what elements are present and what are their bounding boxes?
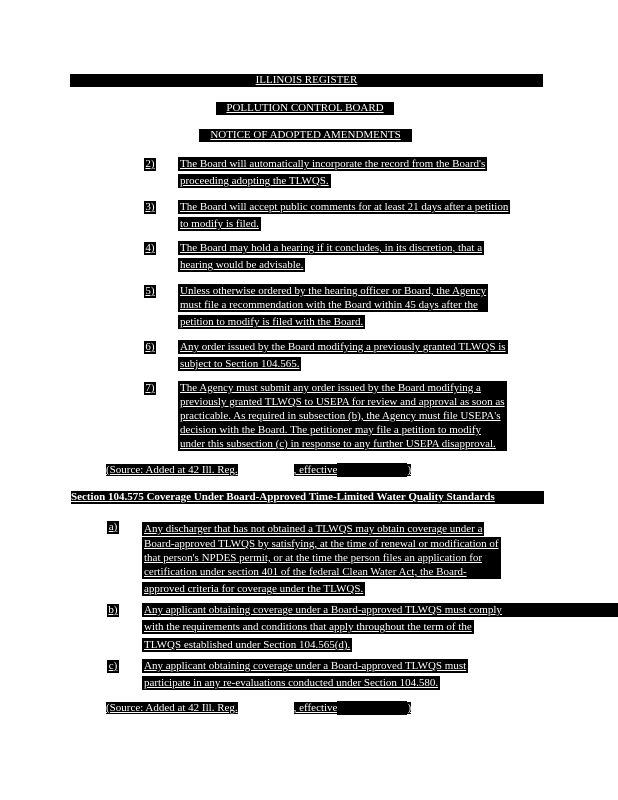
register-heading: ILLINOIS REGISTER [70, 74, 543, 87]
paragraph-line: petition to modify is filed with the Board. [180, 316, 364, 328]
paragraph-line: to modify is filed. [180, 218, 259, 230]
item-number: a) [108, 521, 118, 533]
list-item [178, 381, 507, 451]
paragraph-line: must file a recommendation with the Board within 45 days after the [178, 298, 488, 312]
source-middle: , effective [293, 702, 338, 714]
paragraph-line: The Board may hold a hearing if it concludes, in its discretion, that a [180, 242, 483, 254]
paragraph-line: Board-approved TLWQS by satisfying, at the time of renewal or modification of [144, 538, 499, 550]
item-number: 4) [145, 242, 155, 254]
paragraph-line: participate in any re-evaluations conducted under Section 104.580. [144, 677, 439, 689]
source-note [106, 701, 411, 715]
list-item [178, 241, 484, 273]
list-item [142, 659, 468, 691]
item-number: b) [108, 604, 118, 616]
item-number: 6) [145, 341, 155, 353]
list-item [178, 340, 508, 372]
paragraph-line: Any applicant obtaining coverage under a Board-approved TLWQS must comply [142, 603, 618, 617]
paragraph-line: decision with the Board. The petitioner may file a petition to modify [178, 423, 507, 437]
section-title: Section 104.575 Coverage Under Board-Approved Time-Limited Water Quality Standards [71, 491, 544, 504]
list-item [142, 603, 618, 653]
source-prefix: (Source: Added at 42 Ill. Reg. [106, 702, 238, 714]
paragraph-line: Unless otherwise ordered by the hearing officer or Board, the Agency [180, 285, 487, 297]
paragraph-line: Any order issued by the Board modifying a previously granted TLWQS is [180, 341, 506, 353]
notice-heading: NOTICE OF ADOPTED AMENDMENTS [199, 129, 412, 142]
paragraph-line: under this subsection (c) in response to any further USEPA disapproval. [178, 437, 507, 451]
paragraph-line: Any applicant obtaining coverage under a Board-approved TLWQS must [144, 660, 467, 672]
paragraph-line: that person's NPDES permit, or at the time the person files an application for [142, 551, 501, 565]
paragraph-line: The Board will automatically incorporate the record from the Board's [180, 158, 486, 170]
paragraph-line: previously granted TLWQS to USEPA for review and approval as soon as [180, 396, 505, 408]
board-heading: POLLUTION CONTROL BOARD [216, 102, 394, 115]
source-middle: , effective [293, 464, 338, 476]
list-item [178, 200, 510, 232]
paragraph-line: The Board will accept public comments for at least 21 days after a petition [180, 201, 509, 213]
source-suffix: ) [407, 702, 412, 714]
paragraph-line: proceeding adopting the TLWQS. [180, 175, 329, 187]
item-number: 3) [145, 201, 155, 213]
item-number: 2) [145, 158, 155, 170]
item-number: c) [108, 660, 118, 672]
list-item [178, 157, 487, 189]
paragraph-line: The Agency must submit any order issued by the Board modifying a [178, 381, 507, 395]
item-number: 7) [145, 382, 155, 394]
paragraph-line: TLWQS established under Section 104.565(d). [144, 639, 351, 651]
source-suffix: ) [407, 464, 412, 476]
source-note [106, 463, 411, 477]
paragraph-line: certification under section 401 of the federal Clean Water Act, the Board- [142, 565, 501, 579]
paragraph-line: subject to Section 104.565. [180, 358, 300, 370]
paragraph-line: Any discharger that has not obtained a TLWQS may obtain coverage under a [144, 523, 483, 535]
paragraph-line: approved criteria for coverage under the TLWQS. [144, 583, 364, 595]
list-item [142, 519, 501, 597]
list-item [178, 284, 488, 330]
paragraph-line: with the requirements and conditions that apply throughout the term of the [144, 621, 472, 633]
source-prefix: (Source: Added at 42 Ill. Reg. [106, 464, 238, 476]
item-number: 5) [145, 285, 155, 297]
paragraph-line: hearing would be advisable. [180, 259, 304, 271]
paragraph-line: practicable. As required in subsection (b), the Agency must file USEPA's [178, 409, 507, 423]
